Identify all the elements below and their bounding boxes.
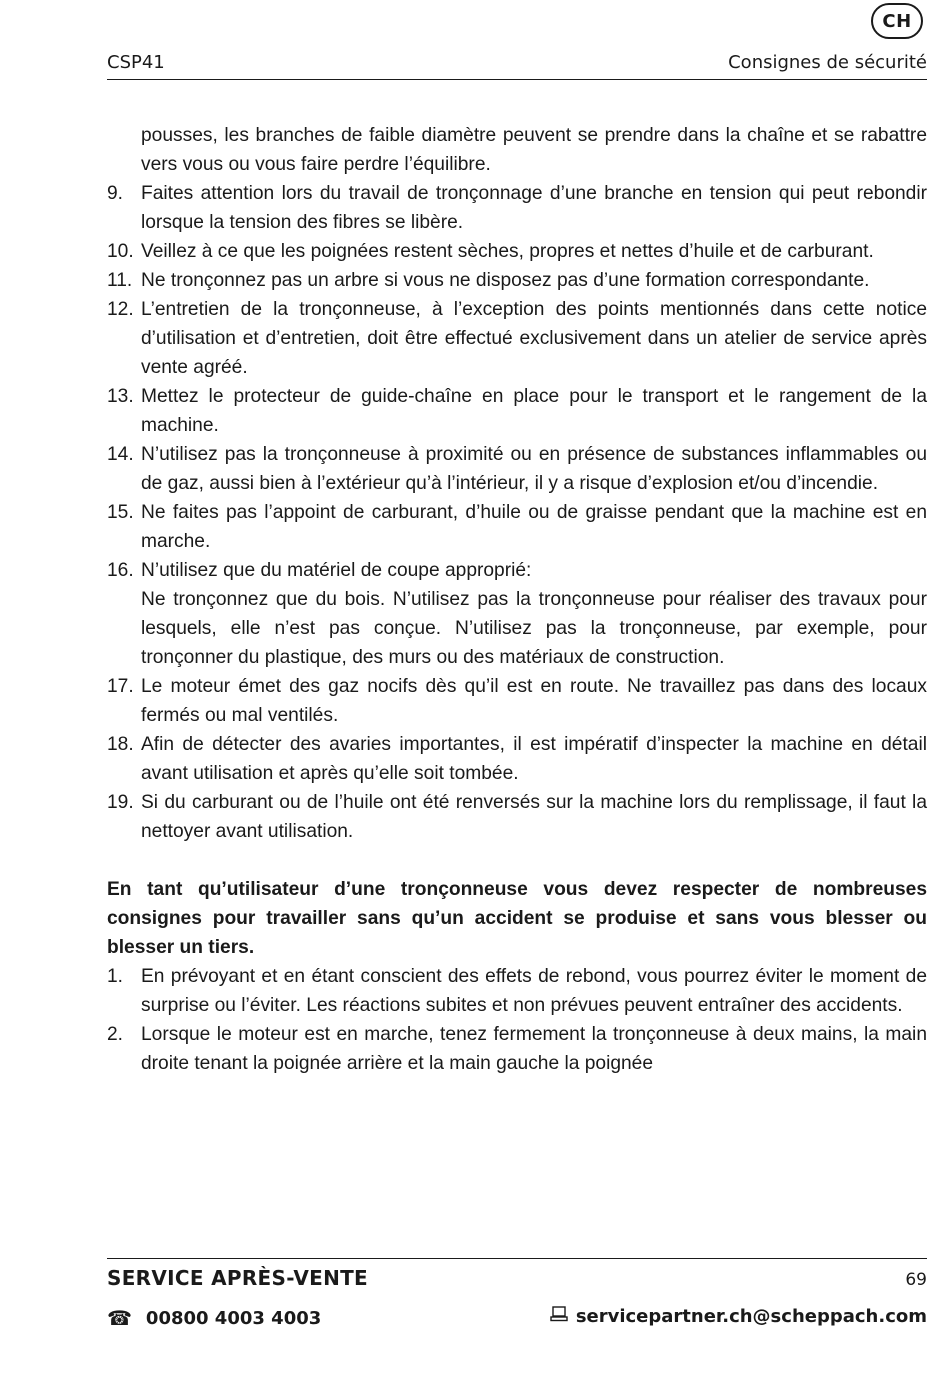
- list-item: [107, 498, 927, 556]
- item-text: Afin de détecter des avaries importantes, il est impératif d’inspecter la machine en détail avant utilisation et après qu’elle soit tombée.: [141, 734, 927, 784]
- item-number: 18.: [107, 734, 134, 755]
- list-item: [107, 1020, 927, 1078]
- list-item: [107, 266, 927, 295]
- item-text: N’utilisez pas la tronçonneuse à proximité ou en présence de substances inflammables ou de gaz, aussi bien à l’extérieur qu’à l’intérieur, il y a risque d’explosion et/ou d’incendie.: [141, 444, 927, 494]
- item-text: En prévoyant et en étant conscient des effets de rebond, vous pourrez éviter le moment de surprise ou l’éviter. Les réactions subites et non prévues peuvent entraîner des accidents.: [141, 966, 927, 1016]
- country-badge: CH: [871, 3, 923, 39]
- list-item: [107, 788, 927, 846]
- item-text: Mettez le protecteur de guide-chaîne en place pour le transport et le rangement de la machine.: [141, 386, 927, 436]
- item-text: L’entretien de la tronçonneuse, à l’exception des points mentionnés dans cette notice d’utilisation et d’entretien, doit être effectué exclusivement dans un atelier de service après vente agréé.: [141, 299, 927, 378]
- item-text: Le moteur émet des gaz nocifs dès qu’il est en route. Ne travaillez pas dans des locaux fermés ou mal ventilés.: [141, 676, 927, 726]
- item-number: 17.: [107, 676, 134, 697]
- phone-number[interactable]: 00800 4003 4003: [145, 1307, 322, 1329]
- list-item: [107, 382, 927, 440]
- bold-intro-paragraph: En tant qu’utilisateur d’une tronçonneuse vous devez respecter de nombreuses consignes pour travailler sans qu’un accident se produise et sans vous blesser ou blesser un tiers.: [107, 879, 927, 958]
- phone-icon: ☎: [107, 1306, 132, 1330]
- list-item: [107, 556, 927, 672]
- list-item: [107, 672, 927, 730]
- footer-phone: [107, 1306, 321, 1330]
- safety-list: [107, 179, 927, 846]
- model-name: CSP41: [107, 52, 165, 73]
- item-number: 16.: [107, 560, 134, 581]
- item-number: 1.: [107, 966, 124, 987]
- item-number: 12.: [107, 299, 134, 320]
- item-number: 13.: [107, 386, 134, 407]
- list-item: [107, 295, 927, 382]
- item-number: 14.: [107, 444, 134, 465]
- header-divider: [107, 79, 927, 80]
- section-title: Consignes de sécurité: [728, 52, 927, 73]
- item-text: Ne tronçonnez pas un arbre si vous ne disposez pas d’une formation correspondante.: [141, 270, 870, 291]
- paragraph-spacer: [107, 846, 927, 875]
- item-number: 15.: [107, 502, 134, 523]
- item-subtext: Ne tronçonnez que du bois. N’utilisez pas la tronçonneuse pour réaliser des travaux pour lesquels, elle n’est pas conçue. N’utilisez pas la tronçonneuse, par exemple, pour tronçonner du plastique, des murs ou des matériaux de construction.: [141, 589, 927, 668]
- list-item: [107, 179, 927, 237]
- item-text: N’utilisez que du matériel de coupe approprié:: [141, 560, 532, 581]
- computer-icon: [550, 1306, 568, 1327]
- item-text: Veillez à ce que les poignées restent sèches, propres et nettes d’huile et de carburant.: [141, 241, 874, 262]
- item-text: Lorsque le moteur est en marche, tenez fermement la tronçonneuse à deux mains, la main droite tenant la poignée arrière et la main gauche la poignée: [141, 1024, 927, 1074]
- list-item: [107, 730, 927, 788]
- page-number: 69: [905, 1270, 927, 1290]
- user-safety-list: [107, 962, 927, 1078]
- body-text: [107, 121, 927, 1078]
- continuation-paragraph: pousses, les branches de faible diamètre peuvent se prendre dans la chaîne et se rabattre vers vous ou vous faire perdre l’équilibre.: [141, 125, 927, 175]
- item-text: Ne faites pas l’appoint de carburant, d’huile ou de graisse pendant que la machine est en marche.: [141, 502, 927, 552]
- item-number: 19.: [107, 792, 134, 813]
- item-number: 11.: [107, 270, 133, 291]
- list-item: [107, 440, 927, 498]
- email-address[interactable]: servicepartner.ch@scheppach.com: [575, 1306, 927, 1327]
- item-number: 9.: [107, 183, 124, 204]
- footer-email: [550, 1306, 927, 1327]
- list-item: [107, 237, 927, 266]
- footer-divider: [107, 1258, 927, 1259]
- item-text: Faites attention lors du travail de tronçonnage d’une branche en tension qui peut rebondir lorsque la tension des fibres se libère.: [141, 183, 927, 233]
- item-text: Si du carburant ou de l’huile ont été renversés sur la machine lors du remplissage, il faut la nettoyer avant utilisation.: [141, 792, 927, 842]
- list-item: [107, 962, 927, 1020]
- item-number: 2.: [107, 1024, 124, 1045]
- item-number: 10.: [107, 241, 134, 262]
- footer-title: SERVICE APRÈS-VENTE: [107, 1266, 369, 1290]
